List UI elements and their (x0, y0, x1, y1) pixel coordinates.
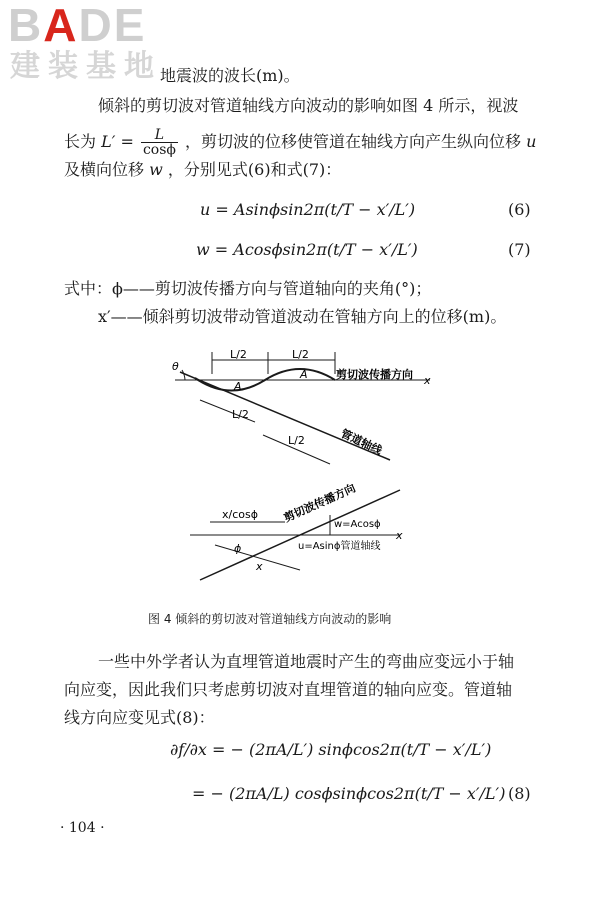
text-span: 及横向位移 (64, 160, 145, 179)
label-amplitude-1: A (234, 380, 242, 393)
label-x-axis: x (424, 374, 431, 387)
paragraph-line-3 (64, 160, 341, 180)
label-amplitude-2: A (300, 368, 308, 381)
text-span: ，剪切波的位移使管道在轴线方向产生纵向位移 (185, 132, 522, 151)
var-w: w (149, 160, 163, 179)
label-bottom-phi: ϕ (234, 542, 242, 555)
theta-arc (182, 370, 185, 380)
equation-8-line-2: = − (2πA/L) cosϕsinϕcos2π(t/T − x′/L′) (192, 784, 506, 803)
label-w-equation: w=Acosϕ (334, 519, 381, 530)
logo-brand-text: BADE (8, 0, 147, 51)
figure-caption: 图 4 倾斜的剪切波对管道轴线方向波动的影响 (148, 612, 392, 626)
label-pipe-axis: 管道轴线 (338, 426, 385, 458)
paragraph-line-0: 地震波的波长(m)。 (160, 66, 300, 85)
label-x-over-cos: x/cosϕ (222, 508, 258, 521)
label-top-right: L/2 (292, 348, 309, 361)
equation-6: u = Asinϕsin2π(t/T − x′/L′) (200, 200, 416, 219)
var-u: u (526, 132, 537, 151)
text-span: ，分别见式(6)和式(7)： (167, 160, 342, 179)
body2-line-3: 线方向应变见式(8)： (64, 708, 215, 727)
paragraph-line-1: 倾斜的剪切波对管道轴线方向波动的影响如图 4 所示，视波 (98, 96, 519, 115)
body2-line-1: 一些中外学者认为直埋管道地震时产生的弯曲应变远小于轴 (98, 652, 515, 671)
definition-xprime: x′——倾斜剪切波带动管道波动在管轴方向上的位移(m)。 (98, 307, 507, 326)
figure-4 (0, 340, 600, 610)
paragraph-line-2 (64, 128, 536, 157)
equation-7-number: (7) (508, 240, 531, 259)
definition-phi: 式中：ϕ——剪切波传播方向与管道轴向的夹角(°)； (64, 279, 432, 298)
label-wave-direction: 剪切波传播方向 (336, 368, 413, 381)
text-span: 长为 (64, 132, 97, 151)
body2-line-2: 向应变，因此我们只考虑剪切波对直埋管道的轴向应变。管道轴 (64, 680, 513, 699)
logo-sub-text: 建装基地 (10, 49, 162, 84)
label-bottom-x2: x (256, 560, 263, 573)
label-bottom-x: x (396, 529, 403, 542)
label-theta: θ (172, 360, 179, 373)
label-bottom-wave-direction: 剪切波传播方向 (281, 481, 358, 525)
label-diag-left: L/2 (232, 408, 249, 421)
equation-8-line-1: ∂f/∂x = − (2πA/L′) sinϕcos2π(t/T − x′/L′) (170, 740, 492, 759)
formula-lprime: L′ = (101, 132, 134, 151)
equation-8-number: (8) (508, 784, 531, 803)
frac-den: cosϕ (142, 142, 176, 158)
frac-num: L (141, 128, 178, 143)
page-number: · 104 · (60, 820, 105, 836)
label-u-equation: u=Asinϕ管道轴线 (298, 541, 381, 552)
brand-logo (8, 0, 173, 90)
equation-7: w = Acosϕsin2π(t/T − x′/L′) (196, 240, 418, 259)
label-diag-right: L/2 (288, 434, 305, 447)
equation-6-number: (6) (508, 200, 531, 219)
label-top-left: L/2 (230, 348, 247, 361)
fraction-l-over-cos (141, 128, 178, 157)
